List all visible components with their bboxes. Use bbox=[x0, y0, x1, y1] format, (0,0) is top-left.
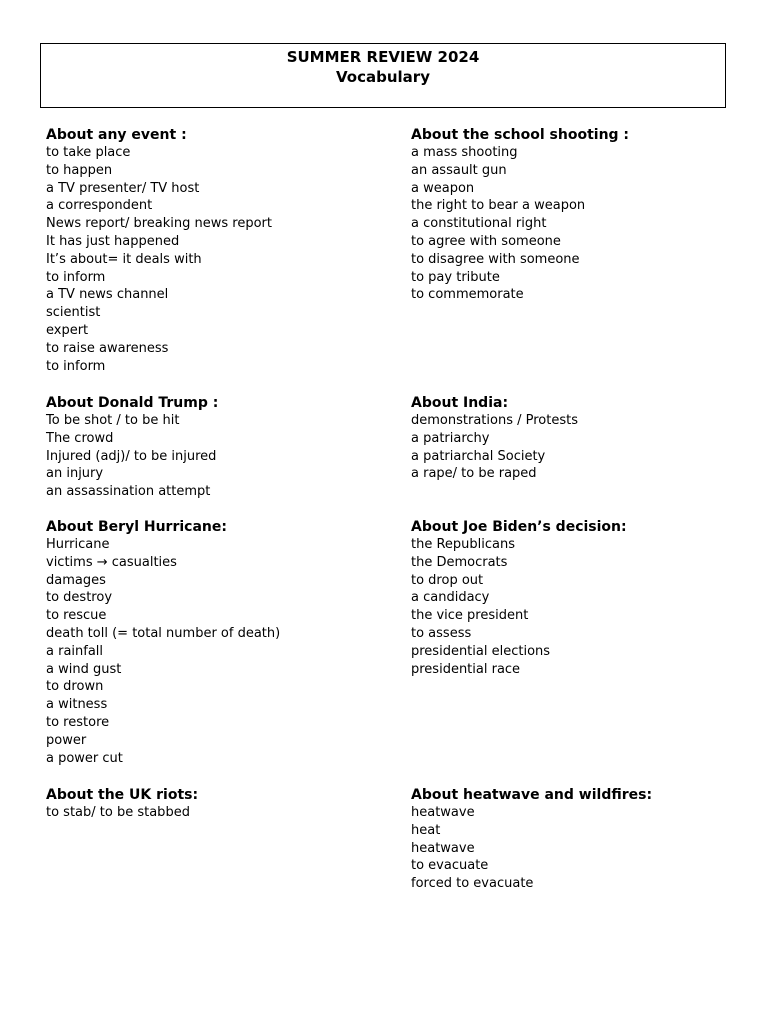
vocab-item: a TV presenter/ TV host bbox=[46, 180, 200, 196]
vocab-item: to pay tribute bbox=[411, 269, 500, 285]
section-donald-trump bbox=[46, 394, 386, 501]
vocab-item: the Republicans bbox=[411, 537, 516, 552]
vocab-item: demonstrations / Protests bbox=[411, 413, 578, 428]
section-heading: About any event : bbox=[46, 127, 187, 143]
vocab-item: a rape/ to be raped bbox=[411, 466, 537, 482]
vocab-item: to destroy bbox=[46, 590, 113, 606]
section-heading: About heatwave and wildfires: bbox=[411, 787, 653, 803]
vocab-item: It’s about= it deals with bbox=[46, 251, 202, 267]
vocab-item: a weapon bbox=[411, 180, 475, 196]
vocab-item: an injury bbox=[46, 466, 104, 482]
vocab-item: a mass shooting bbox=[411, 145, 518, 160]
vocab-item: heatwave bbox=[411, 805, 475, 820]
vocab-item: The crowd bbox=[46, 430, 114, 446]
vocab-item: expert bbox=[46, 322, 89, 338]
page-title: SUMMER REVIEW 2024 bbox=[286, 48, 480, 66]
vocab-item: forced to evacuate bbox=[411, 876, 534, 892]
vocab-item: to restore bbox=[46, 714, 110, 730]
vocab-item: to evacuate bbox=[411, 858, 489, 874]
section-india bbox=[411, 394, 751, 483]
vocab-item: to happen bbox=[46, 162, 113, 178]
section-joe-biden bbox=[411, 518, 751, 678]
section-heading: About the UK riots: bbox=[46, 787, 199, 803]
vocab-item: to inform bbox=[46, 269, 106, 285]
section-heading: About India: bbox=[411, 395, 509, 411]
vocab-item: the Democrats bbox=[411, 554, 508, 570]
vocab-item: to drown bbox=[46, 679, 104, 695]
vocab-item: to drop out bbox=[411, 572, 484, 588]
vocab-item: the right to bear a weapon bbox=[411, 198, 586, 214]
vocab-item: victims → casualties bbox=[46, 554, 177, 570]
vocab-item: to stab/ to be stabbed bbox=[46, 805, 190, 820]
title-box bbox=[40, 43, 726, 108]
vocab-item: an assassination attempt bbox=[46, 484, 211, 500]
vocab-item: to inform bbox=[46, 358, 106, 374]
section-school-shooting bbox=[411, 126, 751, 304]
vocab-item: a patriarchy bbox=[411, 430, 490, 446]
vocab-item: Injured (adj)/ to be injured bbox=[46, 448, 217, 464]
vocab-item: presidential race bbox=[411, 661, 521, 677]
vocab-item: power bbox=[46, 732, 87, 748]
vocab-item: heat bbox=[411, 822, 441, 838]
vocab-item: a wind gust bbox=[46, 661, 122, 677]
vocab-item: to commemorate bbox=[411, 287, 524, 303]
section-heatwave-wildfires bbox=[411, 786, 751, 893]
vocab-item: a witness bbox=[46, 697, 108, 713]
vocab-item: an assault gun bbox=[411, 162, 507, 178]
vocab-item: a candidacy bbox=[411, 590, 490, 606]
page-subtitle: Vocabulary bbox=[336, 68, 430, 86]
vocab-item: a TV news channel bbox=[46, 287, 169, 303]
section-heading: About Donald Trump : bbox=[46, 395, 219, 411]
section-beryl-hurricane bbox=[46, 518, 386, 767]
vocab-item: To be shot / to be hit bbox=[46, 413, 180, 428]
vocab-item: a patriarchal Society bbox=[411, 448, 546, 464]
vocab-item: to raise awareness bbox=[46, 340, 169, 356]
section-heading: About Beryl Hurricane: bbox=[46, 519, 227, 535]
section-heading: About the school shooting : bbox=[411, 127, 630, 143]
vocab-item: the vice president bbox=[411, 608, 529, 624]
vocab-item: It has just happened bbox=[46, 233, 180, 249]
vocab-item: to rescue bbox=[46, 608, 107, 624]
vocab-item: presidential elections bbox=[411, 643, 551, 659]
section-any-event bbox=[46, 126, 386, 375]
section-heading: About Joe Biden’s decision: bbox=[411, 519, 627, 535]
vocab-item: to assess bbox=[411, 625, 472, 641]
section-uk-riots bbox=[46, 786, 386, 822]
vocab-item: to agree with someone bbox=[411, 233, 561, 249]
vocab-item: Hurricane bbox=[46, 537, 110, 552]
vocab-item: a power cut bbox=[46, 750, 123, 766]
vocab-item: heatwave bbox=[411, 840, 475, 856]
vocab-item: scientist bbox=[46, 305, 101, 321]
vocab-item: a rainfall bbox=[46, 643, 104, 659]
vocab-item: News report/ breaking news report bbox=[46, 216, 272, 232]
vocab-item: to take place bbox=[46, 145, 131, 160]
vocab-item: death toll (= total number of death) bbox=[46, 625, 281, 641]
vocab-item: a constitutional right bbox=[411, 216, 547, 232]
vocab-item: damages bbox=[46, 572, 106, 588]
vocab-item: a correspondent bbox=[46, 198, 153, 214]
vocab-item: to disagree with someone bbox=[411, 251, 580, 267]
